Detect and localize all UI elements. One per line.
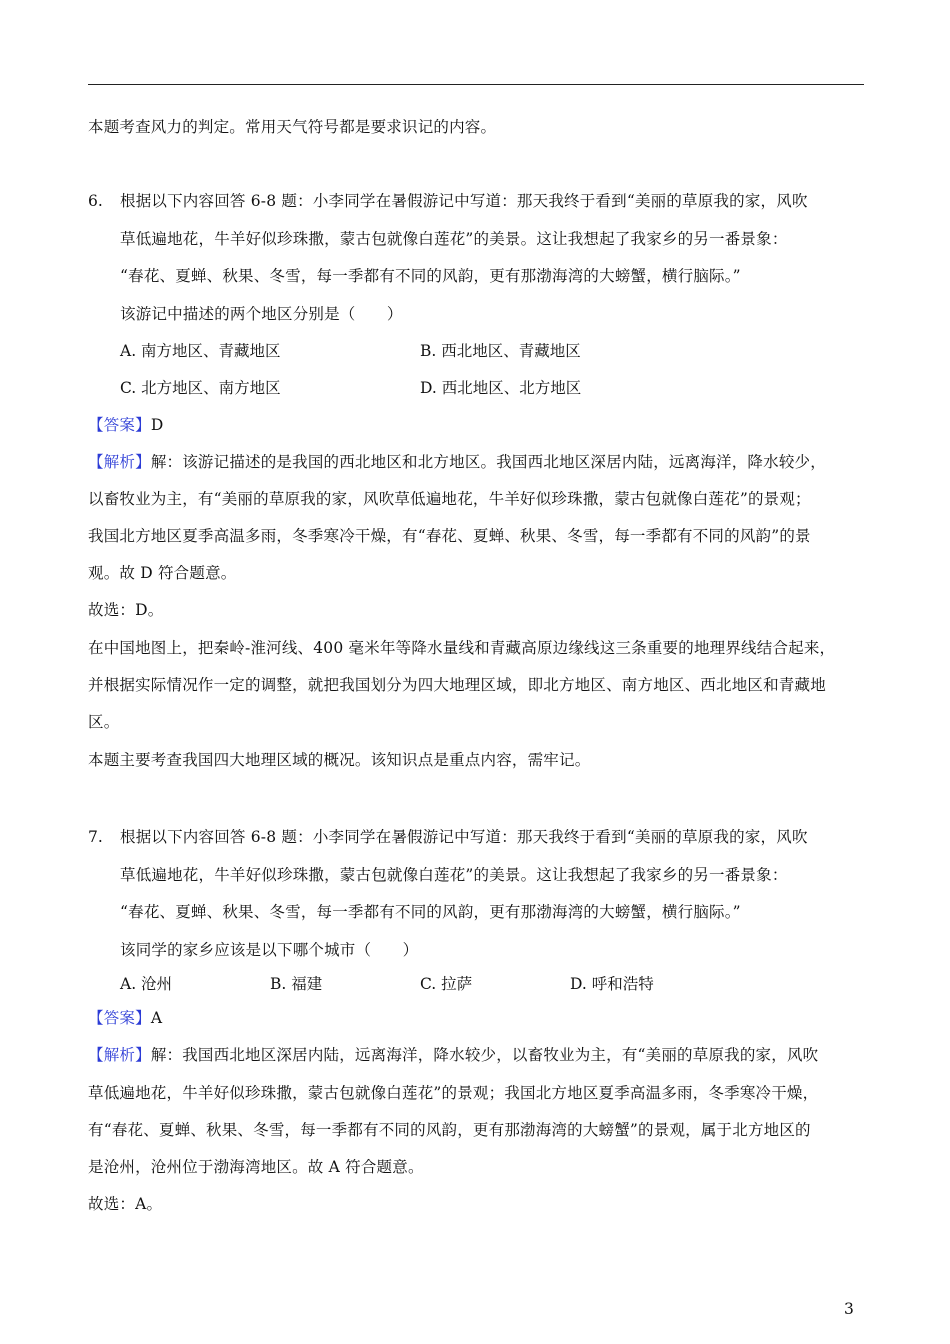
q7-question: 该同学的家乡应该是以下哪个城市（ ） <box>120 941 419 959</box>
analysis-tag: 【解析】 <box>88 453 151 471</box>
page-number: 3 <box>844 1300 854 1318</box>
q6-analysis-line <box>88 451 826 473</box>
q6-analysis-line: 我国北方地区夏季高温多雨，冬季寒冷干燥，有“春花、夏蝉、秋果、冬雪，每一季都有不同的风韵”的景 <box>88 527 811 545</box>
q7-stem-line: 草低遍地花，牛羊好似珍珠撒，蒙古包就像白莲花”的美景。这让我想起了我家乡的另一番景象： <box>120 866 788 884</box>
header-rule <box>88 84 864 85</box>
q6-number: 6. <box>88 192 103 210</box>
answer-value: A <box>150 1009 163 1027</box>
analysis-tag: 【解析】 <box>88 1046 151 1064</box>
q7-number: 7. <box>88 828 103 846</box>
q6-choice: 故选：D。 <box>88 601 164 619</box>
q7-analysis-line: 草低遍地花，牛羊好似珍珠撒，蒙古包就像白莲花”的景观；我国北方地区夏季高温多雨，冬季寒冷干燥， <box>88 1084 819 1102</box>
q6-option-b: B. 西北地区、青藏地区 <box>420 342 581 360</box>
q7-stem-line: 根据以下内容回答 6-8 题：小李同学在暑假游记中写道：那天我终于看到“美丽的草原我的家，风吹 <box>120 828 808 846</box>
q7-option-c: C. 拉萨 <box>420 975 473 993</box>
q6-analysis-line: 在中国地图上，把秦岭-淮河线、400 毫米年等降水量线和青藏高原边缘线这三条重要的地理界线结合起来， <box>88 639 836 657</box>
q6-analysis-line: 观。故 D 符合题意。 <box>88 564 237 582</box>
q6-stem-line: 草低遍地花，牛羊好似珍珠撒，蒙古包就像白莲花”的美景。这让我想起了我家乡的另一番景象： <box>120 230 788 248</box>
q6-stem-line: 根据以下内容回答 6-8 题：小李同学在暑假游记中写道：那天我终于看到“美丽的草原我的家，风吹 <box>120 192 808 210</box>
answer-value: D <box>150 416 164 434</box>
answer-tag: 【答案】 <box>88 1009 151 1027</box>
q7-analysis-line: 有“春花、夏蝉、秋果、冬雪，每一季都有不同的风韵，更有那渤海湾的大螃蟹”的景观，属于北方地区的 <box>88 1121 811 1139</box>
q6-summary: 本题主要考查我国四大地理区域的概况。该知识点是重点内容，需牢记。 <box>88 751 591 769</box>
q6-stem-line: “春花、夏蝉、秋果、冬雪，每一季都有不同的风韵，更有那渤海湾的大螃蟹，横行脑际。” <box>120 267 741 285</box>
q7-analysis-line <box>88 1044 818 1066</box>
q7-choice: 故选：A。 <box>88 1195 163 1213</box>
q7-stem-line: “春花、夏蝉、秋果、冬雪，每一季都有不同的风韵，更有那渤海湾的大螃蟹，横行脑际。” <box>120 903 741 921</box>
analysis-text: 解：该游记描述的是我国的西北地区和北方地区。我国西北地区深居内陆，远离海洋，降水较少， <box>150 453 826 471</box>
q7-analysis-line: 是沧州，沧州位于渤海湾地区。故 A 符合题意。 <box>88 1158 424 1176</box>
q6-analysis-line: 区。 <box>88 713 120 731</box>
q7-answer <box>88 1007 162 1029</box>
q6-answer <box>88 414 163 436</box>
q6-option-d: D. 西北地区、北方地区 <box>420 379 582 397</box>
intro-text: 本题考查风力的判定。常用天气符号都是要求识记的内容。 <box>88 118 497 136</box>
q6-option-c: C. 北方地区、南方地区 <box>120 379 281 397</box>
q7-option-a: A. 沧州 <box>120 975 173 993</box>
q6-analysis-line: 以畜牧业为主，有“美丽的草原我的家，风吹草低遍地花，牛羊好似珍珠撒，蒙古包就像白莲花”的景观； <box>88 490 811 508</box>
analysis-text: 解：我国西北地区深居内陆，远离海洋，降水较少，以畜牧业为主，有“美丽的草原我的家，风吹 <box>150 1046 819 1064</box>
q6-analysis-line: 并根据实际情况作一定的调整，就把我国划分为四大地理区域，即北方地区、南方地区、西北地区和青藏地 <box>88 676 826 694</box>
q7-option-d: D. 呼和浩特 <box>570 975 654 993</box>
q6-option-a: A. 南方地区、青藏地区 <box>120 342 281 360</box>
q7-option-b: B. 福建 <box>270 975 323 993</box>
answer-tag: 【答案】 <box>88 416 151 434</box>
q6-question: 该游记中描述的两个地区分别是（ ） <box>120 305 403 323</box>
